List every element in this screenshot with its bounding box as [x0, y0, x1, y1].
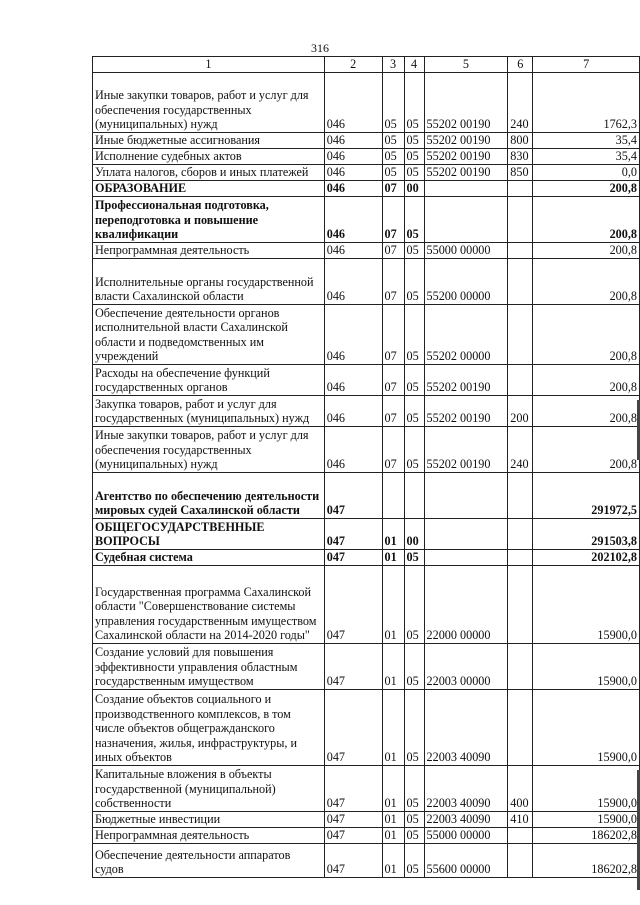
row-expense-type-cell	[508, 550, 533, 566]
table-row	[93, 259, 640, 305]
table-row	[93, 181, 640, 197]
row-expense-type-cell: 240	[508, 427, 533, 473]
row-expense-type-cell	[508, 197, 533, 243]
row-name-cell: Создание условий для повышения эффективности управления областным государственным имуществом	[93, 644, 325, 690]
row-expense-type-cell	[508, 473, 533, 519]
row-expense-type-cell	[508, 259, 533, 305]
row-target-item-cell: 55202 00190	[424, 396, 508, 427]
row-amount-cell: 202102,8	[533, 550, 640, 566]
row-subsection-cell: 00	[404, 519, 424, 550]
row-target-item-cell: 55600 00000	[424, 844, 508, 878]
row-amount-cell: 1762,3	[533, 73, 640, 133]
row-amount-cell: 15900,0	[533, 644, 640, 690]
row-expense-type-cell: 200	[508, 396, 533, 427]
row-amount-cell: 291972,5	[533, 473, 640, 519]
row-name-cell: Уплата налогов, сборов и иных платежей	[93, 165, 325, 181]
row-amount-cell: 15900,0	[533, 766, 640, 812]
row-subsection-cell: 05	[404, 644, 424, 690]
row-amount-cell: 200,8	[533, 259, 640, 305]
row-subsection-cell: 05	[404, 305, 424, 365]
row-subsection-cell: 05	[404, 812, 424, 828]
row-target-item-cell	[424, 519, 508, 550]
row-name-cell: Государственная программа Сахалинской области "Совершенствование системы управления государственным имуществом Сахалинской области на 2014-2020 годы"	[93, 566, 325, 644]
table-row	[93, 844, 640, 878]
row-ministry-code-cell: 047	[324, 690, 382, 766]
row-amount-cell: 15900,0	[533, 566, 640, 644]
row-section-cell: 07	[382, 243, 404, 259]
row-target-item-cell: 55202 00190	[424, 165, 508, 181]
row-name-cell: Иные бюджетные ассигнования	[93, 133, 325, 149]
row-subsection-cell: 05	[404, 396, 424, 427]
table-row	[93, 690, 640, 766]
row-amount-cell: 200,8	[533, 243, 640, 259]
table-row	[93, 133, 640, 149]
row-target-item-cell: 55202 00190	[424, 365, 508, 396]
row-subsection-cell: 05	[404, 566, 424, 644]
row-name-cell: Иные закупки товаров, работ и услуг для обеспечения государственных (муниципальных) нужд	[93, 427, 325, 473]
row-target-item-cell: 22003 40090	[424, 766, 508, 812]
row-expense-type-cell: 240	[508, 73, 533, 133]
row-subsection-cell: 05	[404, 259, 424, 305]
row-name-cell: Бюджетные инвестиции	[93, 812, 325, 828]
table-row	[93, 165, 640, 181]
row-ministry-code-cell: 046	[324, 73, 382, 133]
row-ministry-code-cell: 046	[324, 197, 382, 243]
row-target-item-cell: 55202 00000	[424, 305, 508, 365]
row-name-cell: Закупка товаров, работ и услуг для государственных (муниципальных) нужд	[93, 396, 325, 427]
row-section-cell: 05	[382, 133, 404, 149]
row-target-item-cell	[424, 197, 508, 243]
row-name-cell: Создание объектов социального и производственного комплексов, в том числе объектов общегражданского назначения, жилья, инфраструктуры, и иных объектов	[93, 690, 325, 766]
table-row	[93, 427, 640, 473]
row-name-cell: Судебная система	[93, 550, 325, 566]
budget-table	[92, 56, 640, 878]
table-row	[93, 396, 640, 427]
row-subsection-cell: 05	[404, 766, 424, 812]
table-row	[93, 519, 640, 550]
row-name-cell: Непрограммная деятельность	[93, 828, 325, 844]
row-expense-type-cell	[508, 519, 533, 550]
row-amount-cell: 0,0	[533, 165, 640, 181]
row-name-cell: Расходы на обеспечение функций государственных органов	[93, 365, 325, 396]
table-row	[93, 149, 640, 165]
column-header: 7	[533, 57, 640, 73]
column-header: 5	[424, 57, 508, 73]
row-amount-cell: 200,8	[533, 396, 640, 427]
row-name-cell: ОБРАЗОВАНИЕ	[93, 181, 325, 197]
row-expense-type-cell: 830	[508, 149, 533, 165]
row-subsection-cell: 05	[404, 690, 424, 766]
table-row	[93, 473, 640, 519]
table-row	[93, 305, 640, 365]
row-target-item-cell: 22003 40090	[424, 690, 508, 766]
row-amount-cell: 15900,0	[533, 690, 640, 766]
row-name-cell: Непрограммная деятельность	[93, 243, 325, 259]
row-target-item-cell: 55202 00190	[424, 149, 508, 165]
row-amount-cell: 15900,0	[533, 812, 640, 828]
row-name-cell: Иные закупки товаров, работ и услуг для обеспечения государственных (муниципальных) нужд	[93, 73, 325, 133]
row-subsection-cell: 05	[404, 828, 424, 844]
page-number: 316	[311, 41, 329, 55]
row-name-cell: Капитальные вложения в объекты государственной (муниципальной) собственности	[93, 766, 325, 812]
row-section-cell: 07	[382, 396, 404, 427]
row-section-cell: 01	[382, 519, 404, 550]
row-amount-cell: 200,8	[533, 365, 640, 396]
row-section-cell: 01	[382, 644, 404, 690]
row-name-cell: Агентство по обеспечению деятельности мировых судей Сахалинской области	[93, 473, 325, 519]
table-row	[93, 365, 640, 396]
row-amount-cell: 200,8	[533, 427, 640, 473]
row-expense-type-cell	[508, 305, 533, 365]
row-section-cell: 07	[382, 427, 404, 473]
row-name-cell: ОБЩЕГОСУДАРСТВЕННЫЕ ВОПРОСЫ	[93, 519, 325, 550]
row-ministry-code-cell: 047	[324, 519, 382, 550]
row-target-item-cell: 22003 00000	[424, 644, 508, 690]
row-name-cell: Профессиональная подготовка, переподготовка и повышение квалификации	[93, 197, 325, 243]
row-section-cell: 07	[382, 365, 404, 396]
row-target-item-cell: 55202 00190	[424, 427, 508, 473]
row-target-item-cell	[424, 550, 508, 566]
table-row	[93, 566, 640, 644]
row-section-cell: 01	[382, 844, 404, 878]
row-name-cell: Исполнение судебных актов	[93, 149, 325, 165]
column-header: 2	[324, 57, 382, 73]
row-section-cell: 07	[382, 305, 404, 365]
row-amount-cell: 186202,8	[533, 844, 640, 878]
row-ministry-code-cell: 047	[324, 844, 382, 878]
row-ministry-code-cell: 046	[324, 396, 382, 427]
row-section-cell: 05	[382, 149, 404, 165]
row-amount-cell: 35,4	[533, 149, 640, 165]
header-row	[93, 57, 640, 73]
row-expense-type-cell	[508, 243, 533, 259]
row-section-cell: 01	[382, 766, 404, 812]
row-expense-type-cell	[508, 181, 533, 197]
row-ministry-code-cell: 046	[324, 133, 382, 149]
row-ministry-code-cell: 047	[324, 550, 382, 566]
row-target-item-cell: 55202 00190	[424, 73, 508, 133]
row-section-cell: 07	[382, 197, 404, 243]
row-ministry-code-cell: 047	[324, 766, 382, 812]
row-section-cell: 07	[382, 181, 404, 197]
row-amount-cell: 291503,8	[533, 519, 640, 550]
row-section-cell: 01	[382, 812, 404, 828]
row-section-cell	[382, 473, 404, 519]
row-ministry-code-cell: 047	[324, 828, 382, 844]
row-ministry-code-cell: 046	[324, 149, 382, 165]
row-ministry-code-cell: 046	[324, 365, 382, 396]
row-amount-cell: 200,8	[533, 197, 640, 243]
row-expense-type-cell	[508, 644, 533, 690]
column-header: 3	[382, 57, 404, 73]
row-target-item-cell	[424, 181, 508, 197]
row-ministry-code-cell: 046	[324, 427, 382, 473]
row-ministry-code-cell: 046	[324, 259, 382, 305]
row-section-cell: 05	[382, 165, 404, 181]
row-subsection-cell: 05	[404, 243, 424, 259]
row-target-item-cell: 55200 00000	[424, 259, 508, 305]
row-section-cell: 01	[382, 828, 404, 844]
row-ministry-code-cell: 047	[324, 812, 382, 828]
row-subsection-cell: 05	[404, 550, 424, 566]
column-header: 1	[93, 57, 325, 73]
table-row	[93, 73, 640, 133]
row-ministry-code-cell: 046	[324, 165, 382, 181]
row-subsection-cell: 05	[404, 133, 424, 149]
row-expense-type-cell: 410	[508, 812, 533, 828]
row-target-item-cell: 55000 00000	[424, 243, 508, 259]
row-expense-type-cell	[508, 690, 533, 766]
row-target-item-cell: 55202 00190	[424, 133, 508, 149]
column-header: 4	[404, 57, 424, 73]
row-amount-cell: 200,8	[533, 305, 640, 365]
row-expense-type-cell: 850	[508, 165, 533, 181]
table-row	[93, 644, 640, 690]
column-header: 6	[508, 57, 533, 73]
table-row	[93, 812, 640, 828]
row-subsection-cell: 05	[404, 73, 424, 133]
row-amount-cell: 186202,8	[533, 828, 640, 844]
row-amount-cell: 200,8	[533, 181, 640, 197]
row-section-cell: 07	[382, 259, 404, 305]
row-subsection-cell: 05	[404, 165, 424, 181]
table-row	[93, 828, 640, 844]
row-name-cell: Обеспечение деятельности аппаратов судов	[93, 844, 325, 878]
row-ministry-code-cell: 046	[324, 181, 382, 197]
table-row	[93, 766, 640, 812]
row-expense-type-cell	[508, 828, 533, 844]
row-expense-type-cell	[508, 844, 533, 878]
row-expense-type-cell: 400	[508, 766, 533, 812]
row-name-cell: Исполнительные органы государственной власти Сахалинской области	[93, 259, 325, 305]
row-target-item-cell: 22003 40090	[424, 812, 508, 828]
row-subsection-cell: 05	[404, 365, 424, 396]
row-name-cell: Обеспечение деятельности органов исполнительной власти Сахалинской области и подведомственных им учреждений	[93, 305, 325, 365]
row-expense-type-cell	[508, 566, 533, 644]
row-subsection-cell: 05	[404, 427, 424, 473]
row-target-item-cell	[424, 473, 508, 519]
row-subsection-cell: 05	[404, 149, 424, 165]
row-ministry-code-cell: 046	[324, 305, 382, 365]
row-subsection-cell	[404, 473, 424, 519]
row-subsection-cell: 00	[404, 181, 424, 197]
row-expense-type-cell	[508, 365, 533, 396]
row-section-cell: 05	[382, 73, 404, 133]
row-section-cell: 01	[382, 550, 404, 566]
row-section-cell: 01	[382, 566, 404, 644]
row-ministry-code-cell: 047	[324, 644, 382, 690]
table-row	[93, 197, 640, 243]
table-row	[93, 550, 640, 566]
table-row	[93, 243, 640, 259]
row-ministry-code-cell: 047	[324, 566, 382, 644]
row-ministry-code-cell: 046	[324, 243, 382, 259]
row-target-item-cell: 22000 00000	[424, 566, 508, 644]
row-ministry-code-cell: 047	[324, 473, 382, 519]
row-subsection-cell: 05	[404, 844, 424, 878]
row-subsection-cell: 05	[404, 197, 424, 243]
row-section-cell: 01	[382, 690, 404, 766]
row-expense-type-cell: 800	[508, 133, 533, 149]
row-amount-cell: 35,4	[533, 133, 640, 149]
row-target-item-cell: 55000 00000	[424, 828, 508, 844]
